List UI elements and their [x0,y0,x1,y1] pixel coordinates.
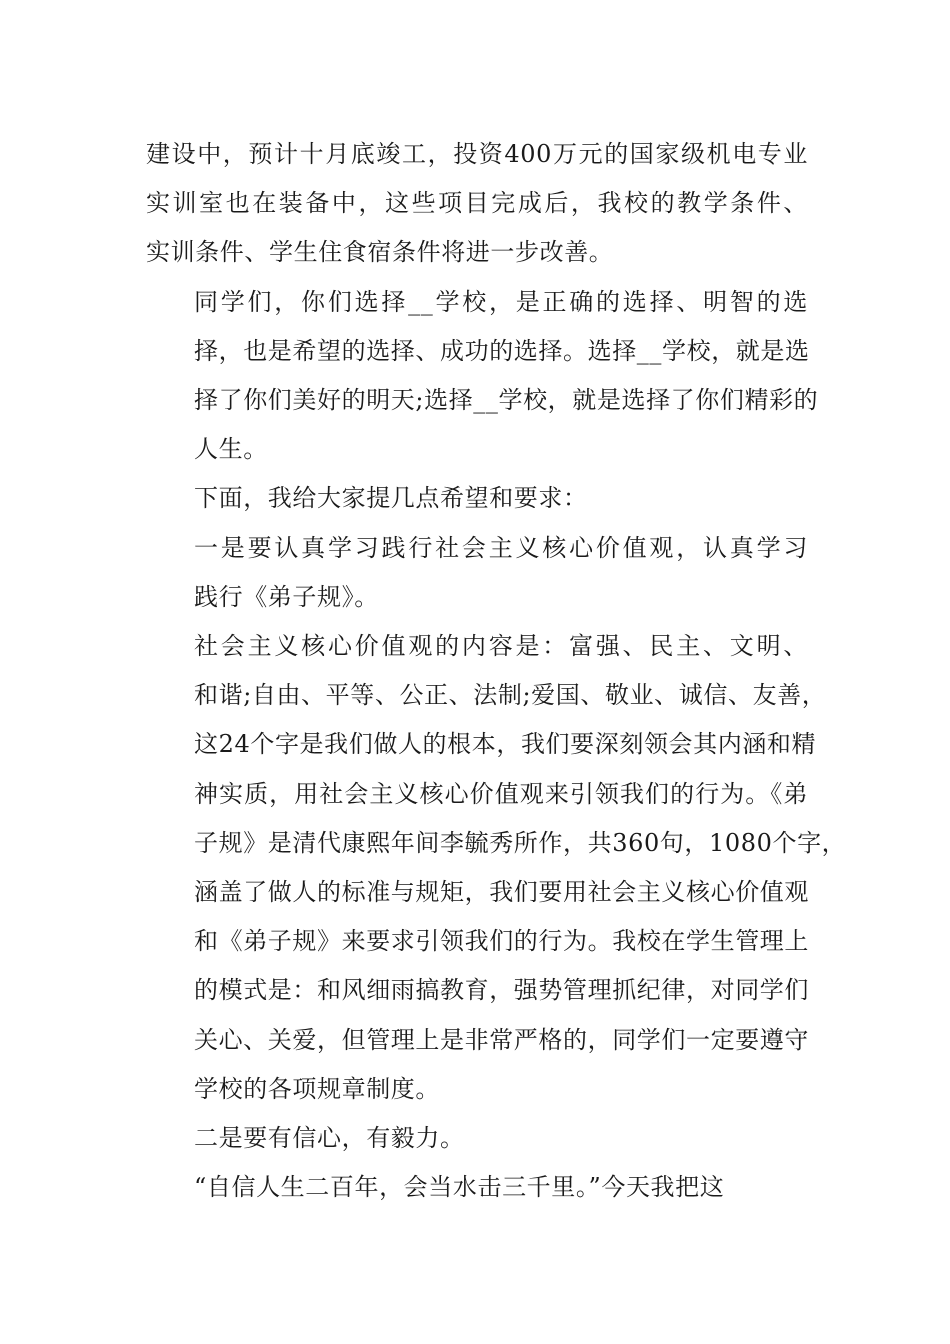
paragraph [146,474,808,523]
paragraph [146,622,847,1114]
paragraph [146,1114,808,1163]
text-line: 实训室也在装备中，这些项目完成后，我校的教学条件、 [146,189,808,218]
text-line: 这24个字是我们做人的根本，我们要深刻领会其内涵和精 [194,730,817,759]
text-line: 实训条件、学生住食宿条件将进一步改善。 [146,238,614,267]
text-line: 二是要有信心，有毅力。 [194,1124,465,1153]
text-line: 涵盖了做人的标准与规矩，我们要用社会主义核心价值观 [194,878,809,907]
text-line: “自信人生二百年，会当水击三千里。”今天我把这 [194,1173,725,1202]
text-line: 神实质，用社会主义核心价值观来引领我们的行为。《弟 [194,779,808,808]
text-line: 社会主义核心价值观的内容是：富强、民主、文明、 [194,632,808,661]
text-line: 一是要认真学习践行社会主义核心价值观，认真学习 [194,533,808,562]
text-line: 关心、关爱，但管理上是非常严格的，同学们一定要遵守 [194,1025,809,1054]
paragraph [146,278,819,475]
text-line: 人生。 [194,435,268,464]
text-line: 学校的各项规章制度。 [194,1074,440,1103]
text-line: 择，也是希望的选择、成功的选择。选择__学校，就是选 [194,336,810,365]
paragraph [146,1163,808,1212]
body-text [146,130,847,1212]
text-line: 下面，我给大家提几点希望和要求： [194,484,588,513]
text-line: 的模式是：和风细雨搞教育，强势管理抓纪律，对同学们 [194,976,809,1005]
text-line: 和《弟子规》来要求引领我们的行为。我校在学生管理上 [194,927,809,956]
text-line: 子规》是清代康熙年间李毓秀所作，共360句，1080个字， [194,828,847,857]
text-line: 同学们，你们选择__学校，是正确的选择、明智的选 [194,287,808,316]
text-line: 践行《弟子规》。 [194,582,379,611]
text-line: 择了你们美好的明天;选择__学校，就是选择了你们精彩的 [194,386,819,415]
text-line: 建设中，预计十月底竣工，投资400万元的国家级机电专业 [146,140,808,168]
text-line: 和谐;自由、平等、公正、法制;爱国、敬业、诚信、友善， [194,681,827,710]
paragraph [146,524,808,622]
paragraph [146,130,808,278]
